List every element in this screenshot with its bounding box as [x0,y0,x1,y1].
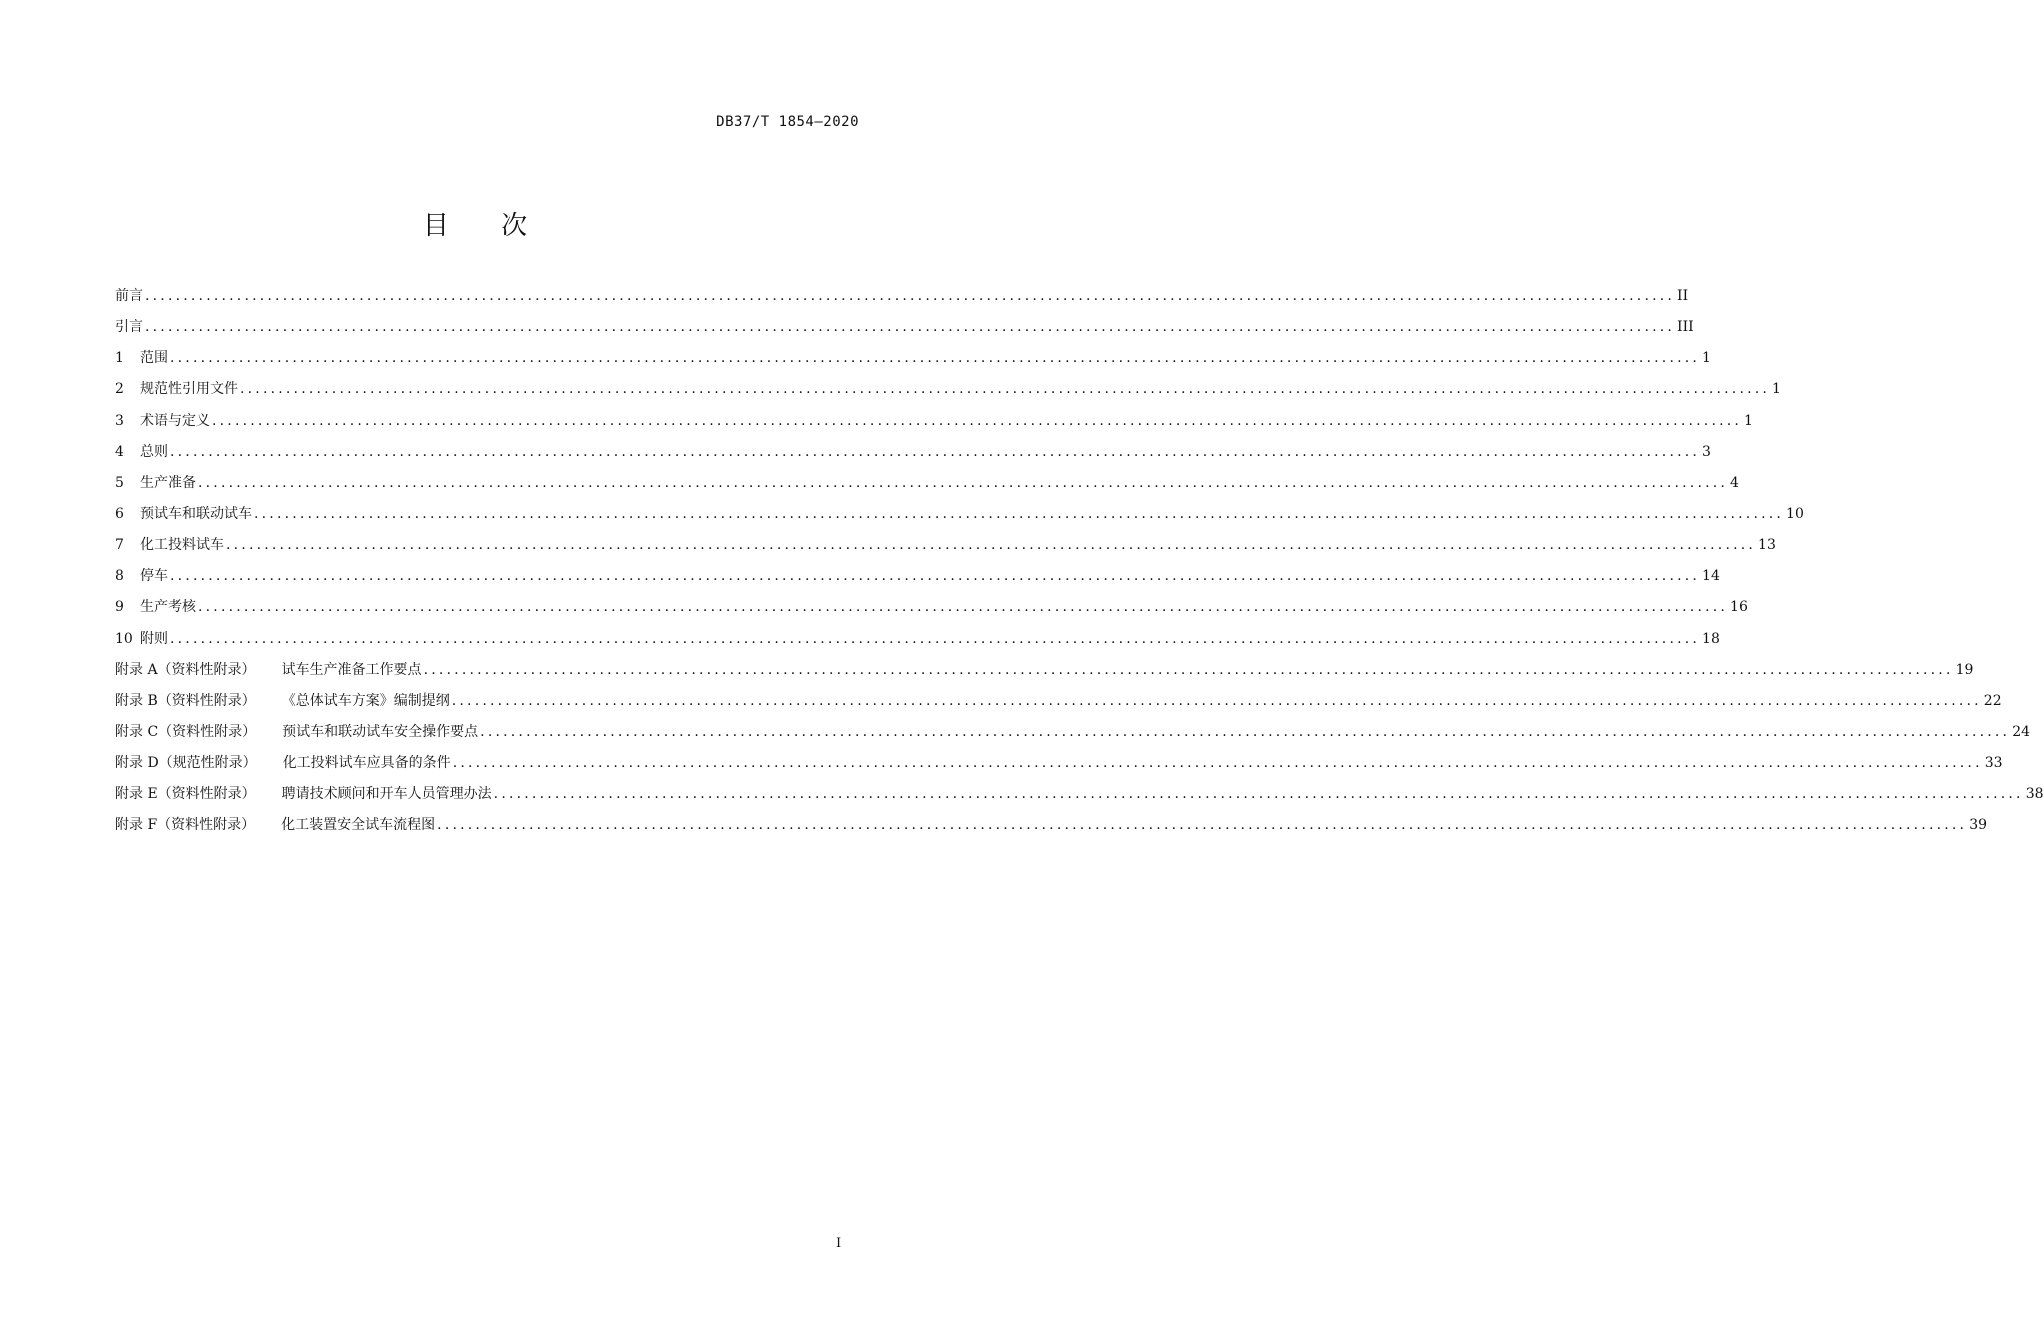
toc-entry-number: 10 [115,630,133,647]
toc-entry-title: 附则 [140,630,168,647]
toc-entry-number: 6 [115,505,124,522]
toc-page-number: 1 [1744,412,1753,429]
toc-entry-label [115,378,238,398]
toc-page-number: 1 [1772,381,1781,398]
toc-entry[interactable] [115,410,1753,441]
toc-page-number: 13 [1758,537,1776,554]
toc-appendix-prefix: 附录 D（规范性附录） [115,755,257,772]
toc-entry[interactable] [115,347,1711,378]
toc-entry[interactable] [115,721,2031,752]
toc-entry[interactable] [115,596,1748,627]
toc-entry-label [115,347,168,367]
toc-appendix-prefix: 附录 F（资料性附录） [115,817,256,834]
toc-page-number: 3 [1702,443,1711,460]
toc-entry[interactable] [115,472,1739,503]
toc-entry-title: 范围 [140,350,168,367]
toc-entry-title: 规范性引用文件 [140,381,238,398]
toc-entry-number: 7 [115,537,124,554]
toc-entry-label [115,316,143,336]
toc-entry-title: 化工投料试车 [140,537,224,554]
toc-entry-title: 生产准备 [140,474,196,491]
toc-leader-dots: ........................................................................................................................................................................................................ [423,661,1954,678]
toc-appendix-prefix: 附录 A（资料性附录） [115,661,256,678]
toc-leader-dots: ........................................................................................................................................................................................................ [451,692,1982,709]
toc-leader-dots: ........................................................................................................................................................................................................ [452,755,1983,772]
toc-entry[interactable] [115,285,1689,316]
toc-entry-label [115,472,196,492]
toc-entry-title: 化工投料试车应具备的条件 [282,755,451,772]
toc-entry-title: 《总体试车方案》编制提纲 [281,692,450,709]
toc-entry-number: 9 [115,599,124,616]
toc-entry[interactable] [115,628,1720,659]
toc-entry-label [115,814,435,834]
toc-entry[interactable] [115,752,2003,783]
toc-leader-dots: ........................................................................................................................................................................................................ [145,288,1676,304]
toc-leader-dots: ........................................................................................................................................................................................................ [198,474,1729,491]
toc-page-number: 1 [1702,350,1711,367]
toc-leader-dots: ........................................................................................................................................................................................................ [170,443,1701,460]
toc-page-number: 39 [1969,817,1988,834]
toc-appendix-prefix: 附录 C（资料性附录） [115,723,257,740]
toc-entry-label [115,534,224,554]
toc-leader-dots: ........................................................................................................................................................................................................ [170,568,1701,585]
toc-entry-label [115,752,451,772]
toc-leader-dots: ........................................................................................................................................................................................................ [437,817,1968,834]
toc-leader-dots: ........................................................................................................................................................................................................ [226,537,1757,554]
page-title: 目 次 [422,211,550,241]
toc-page-number: 22 [1983,692,2002,709]
toc-entry-title: 试车生产准备工作要点 [281,661,422,678]
toc-entry-label [115,441,168,461]
toc-entry[interactable] [115,814,1988,845]
toc-entry-label [115,596,196,616]
toc-entry-title: 生产考核 [140,599,196,616]
toc-entry[interactable] [115,503,1804,534]
toc-entry[interactable] [115,534,1776,565]
toc-entry-title: 总则 [140,443,168,460]
toc-page-number: 16 [1730,599,1748,616]
toc-entry-number: 3 [115,412,124,429]
toc-entry[interactable] [115,565,1720,596]
toc-entry-number: 4 [115,443,124,460]
toc-page-number: 4 [1730,474,1739,491]
toc-appendix-prefix: 附录 B（资料性附录） [115,692,256,709]
toc-entry-label [115,659,422,679]
toc-leader-dots: ........................................................................................................................................................................................................ [170,630,1701,647]
toc-page-number: 10 [1786,505,1804,522]
toc-entry[interactable] [115,316,1694,347]
toc-leader-dots: ........................................................................................................................................................................................................ [480,723,2011,740]
toc-entry-label [115,628,168,648]
toc-entry[interactable] [115,690,2002,721]
toc-entry-label [115,565,168,585]
toc-entry[interactable] [115,659,1974,690]
page-number: I [836,1236,842,1251]
toc-page-number: 38 [2025,786,2044,803]
toc-leader-dots: ........................................................................................................................................................................................................ [493,786,2024,803]
toc-entry-title: 引言 [115,319,143,336]
toc-page-number: 14 [1702,568,1720,585]
toc-entry-title: 预试车和联动试车安全操作要点 [282,723,479,740]
toc-entry-number: 5 [115,474,124,491]
toc-entry-title: 预试车和联动试车 [140,505,252,522]
table-of-contents [115,285,2044,846]
toc-leader-dots: ........................................................................................................................................................................................................ [198,599,1729,616]
toc-entry-label [115,721,478,741]
toc-leader-dots: ........................................................................................................................................................................................................ [145,319,1676,336]
toc-entry[interactable] [115,378,1781,409]
toc-entry-label [115,285,143,305]
toc-leader-dots: ........................................................................................................................................................................................................ [240,381,1771,398]
toc-page-number: III [1677,319,1694,336]
toc-entry-title: 停车 [140,568,168,585]
toc-entry[interactable] [115,783,2044,814]
toc-page-number: 33 [1984,755,2003,772]
toc-leader-dots: ........................................................................................................................................................................................................ [254,505,1785,522]
standard-code: DB37/T 1854—2020 [716,114,859,130]
toc-entry-title: 聘请技术顾问和开车人员管理办法 [281,786,492,803]
toc-leader-dots: ........................................................................................................................................................................................................ [212,412,1743,429]
toc-entry-title: 术语与定义 [140,412,210,429]
toc-appendix-prefix: 附录 E（资料性附录） [115,786,256,803]
toc-leader-dots: ........................................................................................................................................................................................................ [170,350,1701,367]
toc-entry-label [115,503,252,523]
toc-entry-label [115,783,492,803]
toc-entry-label [115,690,450,710]
toc-entry-title: 前言 [115,288,143,304]
toc-entry[interactable] [115,441,1711,472]
toc-page-number: 24 [2012,723,2031,740]
toc-page-number: 18 [1702,630,1720,647]
toc-entry-number: 2 [115,381,124,398]
toc-page-number: II [1677,288,1689,304]
toc-entry-number: 1 [115,350,124,367]
toc-page-number: 19 [1955,661,1974,678]
toc-entry-number: 8 [115,568,124,585]
toc-entry-title: 化工装置安全试车流程图 [281,817,436,834]
toc-entry-label [115,410,210,430]
